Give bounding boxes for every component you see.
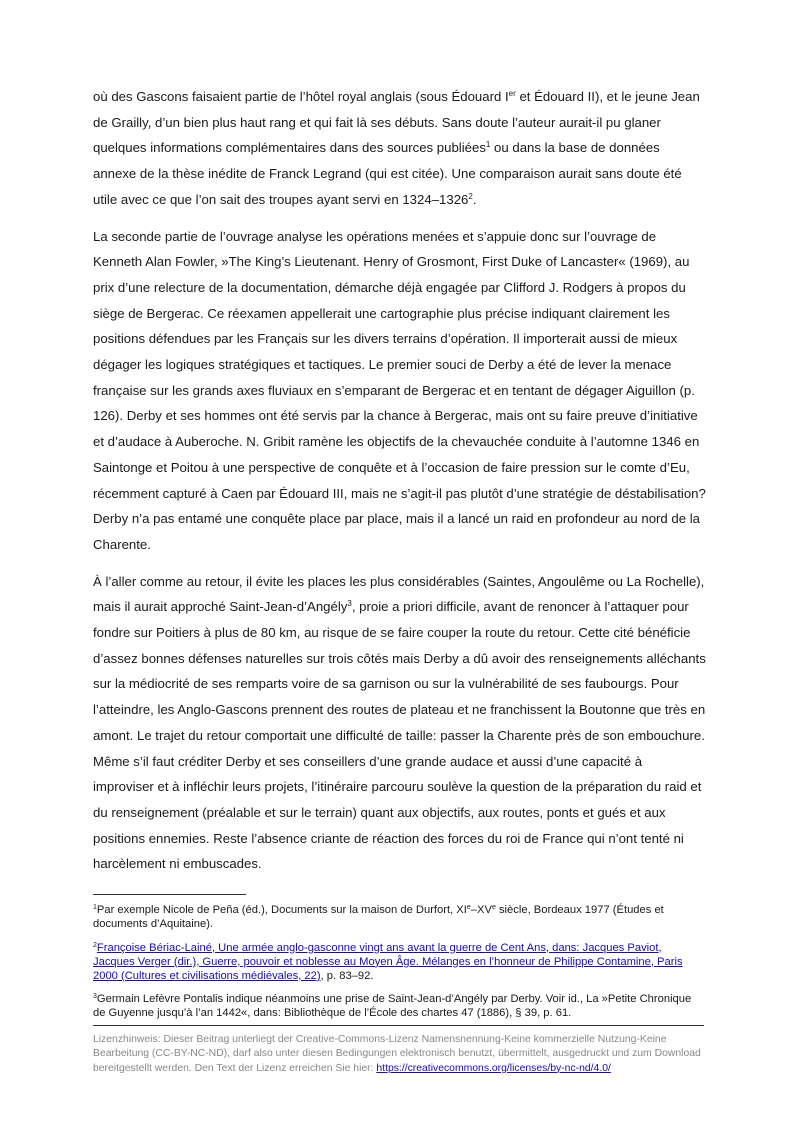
footnote-1 [93, 903, 706, 931]
superscript: e [466, 904, 471, 912]
body-paragraph-3 [93, 569, 706, 877]
license-text: Lizenzhinweis: Dieser Beitrag unterliegt der Creative-Commons-Lizenz Namensnennung-Keine kommerzielle Nutzung-Keine Bearbeitung (CC-BY-NC-ND), darf also unter diesen Bedingungen elektronisch benutzt, übermittelt, ausgedruckt und zum Download bereitgestellt werden. Den Text der Lizenz erreichen Sie hier: [93, 1034, 701, 1074]
footnote-number: 2 [93, 941, 97, 949]
paragraph-text: À l’aller comme au retour, il évite les places les plus considérables (Saintes, Angoulême ou La Rochelle), mais il aurait approché Saint-Jean-d’Angély [93, 573, 705, 615]
footnote-text: –XV [470, 904, 492, 917]
footnote-ref-1[interactable]: 1 [485, 140, 491, 150]
footnote-3 [93, 992, 706, 1020]
paragraph-text: où des Gascons faisaient partie de l’hôtel royal anglais (sous Édouard I [93, 89, 509, 104]
paragraph-text: . [472, 191, 477, 207]
footnote-ref-2[interactable]: 2 [468, 191, 473, 201]
license-link[interactable]: https://creativecommons.org/licenses/by-nc-nd/4.0/ [376, 1062, 611, 1074]
paragraph-text: et Édouard II), et le jeune Jean de Grailly, d’un bien plus haut rang et qui fait là ses débuts. Sans doute l’auteur aurait-il pu glaner quelques informations complémentaires dans des sources publiées [93, 89, 700, 156]
footnote-number: 3 [93, 993, 97, 1001]
license-notice [93, 1033, 706, 1076]
body-paragraph-1 [93, 84, 706, 213]
footnote-number: 1 [93, 904, 97, 912]
footnote-2-link[interactable]: Françoise Bériac-Lainé, Une armée anglo-gasconne vingt ans avant la guerre de Cent Ans, dans: Jacques Paviot, Jacques Verger (dir.), Guerre, pouvoir et noblesse au Moyen Âge. Mélanges en l’honneur de Philippe Contamine, Paris 2000 (Cultures et civilisations médiévales, 22) [93, 941, 683, 982]
superscript: e [491, 904, 496, 912]
paragraph-text: ou dans la base de données annexe de la thèse inédite de Franck Legrand (qui est citée). Une comparaison aurait sans doute été utile avec ce que l’on sait des troupes ayant servi en 1324–1326 [93, 140, 682, 207]
page-content [93, 84, 706, 1030]
footnote-text: Par exemple Nicole de Peña (éd.), Documents sur la maison de Durfort, XI [96, 904, 467, 917]
superscript: er [508, 89, 516, 98]
footnote-text: , p. 83–92. [320, 969, 374, 982]
footnote-separator [93, 894, 246, 895]
footer-separator [93, 1025, 704, 1026]
paragraph-text: , proie a priori difficile, avant de renoncer à l’attaquer pour fondre sur Poitiers à plus de 80 km, au risque de se faire couper la route du retour. Cette cité bénéficie d’assez bonnes défenses naturelles sur trois côtés mais Derby a dû avoir des renseignements alléchants sur la médiocrité de ses remparts voire de sa garnison ou sur la vulnérabilité de ses faubourgs. Pour l’atteindre, les Anglo-Gascons prennent des routes de plateau et ne franchissent la Boutonne que très en amont. Le trajet du retour comportait une difficulté de taille: passer la Charente près de son embouchure. Même s’il faut créditer Derby et ses conseillers d’une grande audace et aussi d’une capacité à improviser et à infléchir leurs projets, l’itinéraire parcouru soulève la question de la préparation du raid et du renseignement (préalable et sur le terrain) quant aux objectifs, aux routes, ponts et gués et aux positions ennemies. Reste l’absence criante de réaction des forces du roi de France qui n’ont tenté ni harcèlement ni embuscades. [93, 599, 706, 872]
body-paragraph-2: La seconde partie de l’ouvrage analyse les opérations menées et s’appuie donc sur l’ouvrage de Kenneth Alan Fowler, »The King’s Lieutenant. Henry of Grosmont, First Duke of Lancaster« (1969), au prix d’une relecture de la documentation, démarche déjà engagée par Clifford J. Rodgers à propos du siège de Bergerac. Ce réexamen appellerait une cartographie plus précise indiquant clairement les positions défendues par les Français sur les divers terrains d’opération. Il importerait aussi de mieux dégager les logiques stratégiques et tactiques. Le premier souci de Derby a été de lever la menace française sur les grands axes fluviaux en s’emparant de Bergerac et en tentant de dégager Aiguillon (p. 126). Derby et ses hommes ont été servis par la chance à Bergerac, mais ont su faire preuve d’initiative et d’audace à Auberoche. N. Gribit ramène les objectifs de la chevauchée conduite à l’automne 1346 en Saintonge et Poitou à une perspective de conquête et à l’occasion de faire pression sur le comte d’Eu, récemment capturé à Caen par Édouard III, mais ne s’agit-il pas plutôt d’une stratégie de déstabilisation? Derby n’a pas entamé une conquête place par place, mais il a lancé un raid en profondeur au nord de la Charente. [93, 228, 706, 552]
footnote-text: Germain Lefèvre Pontalis indique néanmoins une prise de Saint-Jean-d’Angély par Derby. Voir id., La »Petite Chronique de Guyenne jusqu’à l’an 1442«, dans: Bibliothèque de l’École des chartes 47 (1886), § 39, p. 61. [93, 993, 692, 1020]
footnote-ref-3[interactable]: 3 [347, 599, 352, 609]
footnote-text: siècle, Bordeaux 1977 (Études et documents d’Aquitaine). [93, 904, 664, 931]
footnote-2 [93, 941, 706, 984]
